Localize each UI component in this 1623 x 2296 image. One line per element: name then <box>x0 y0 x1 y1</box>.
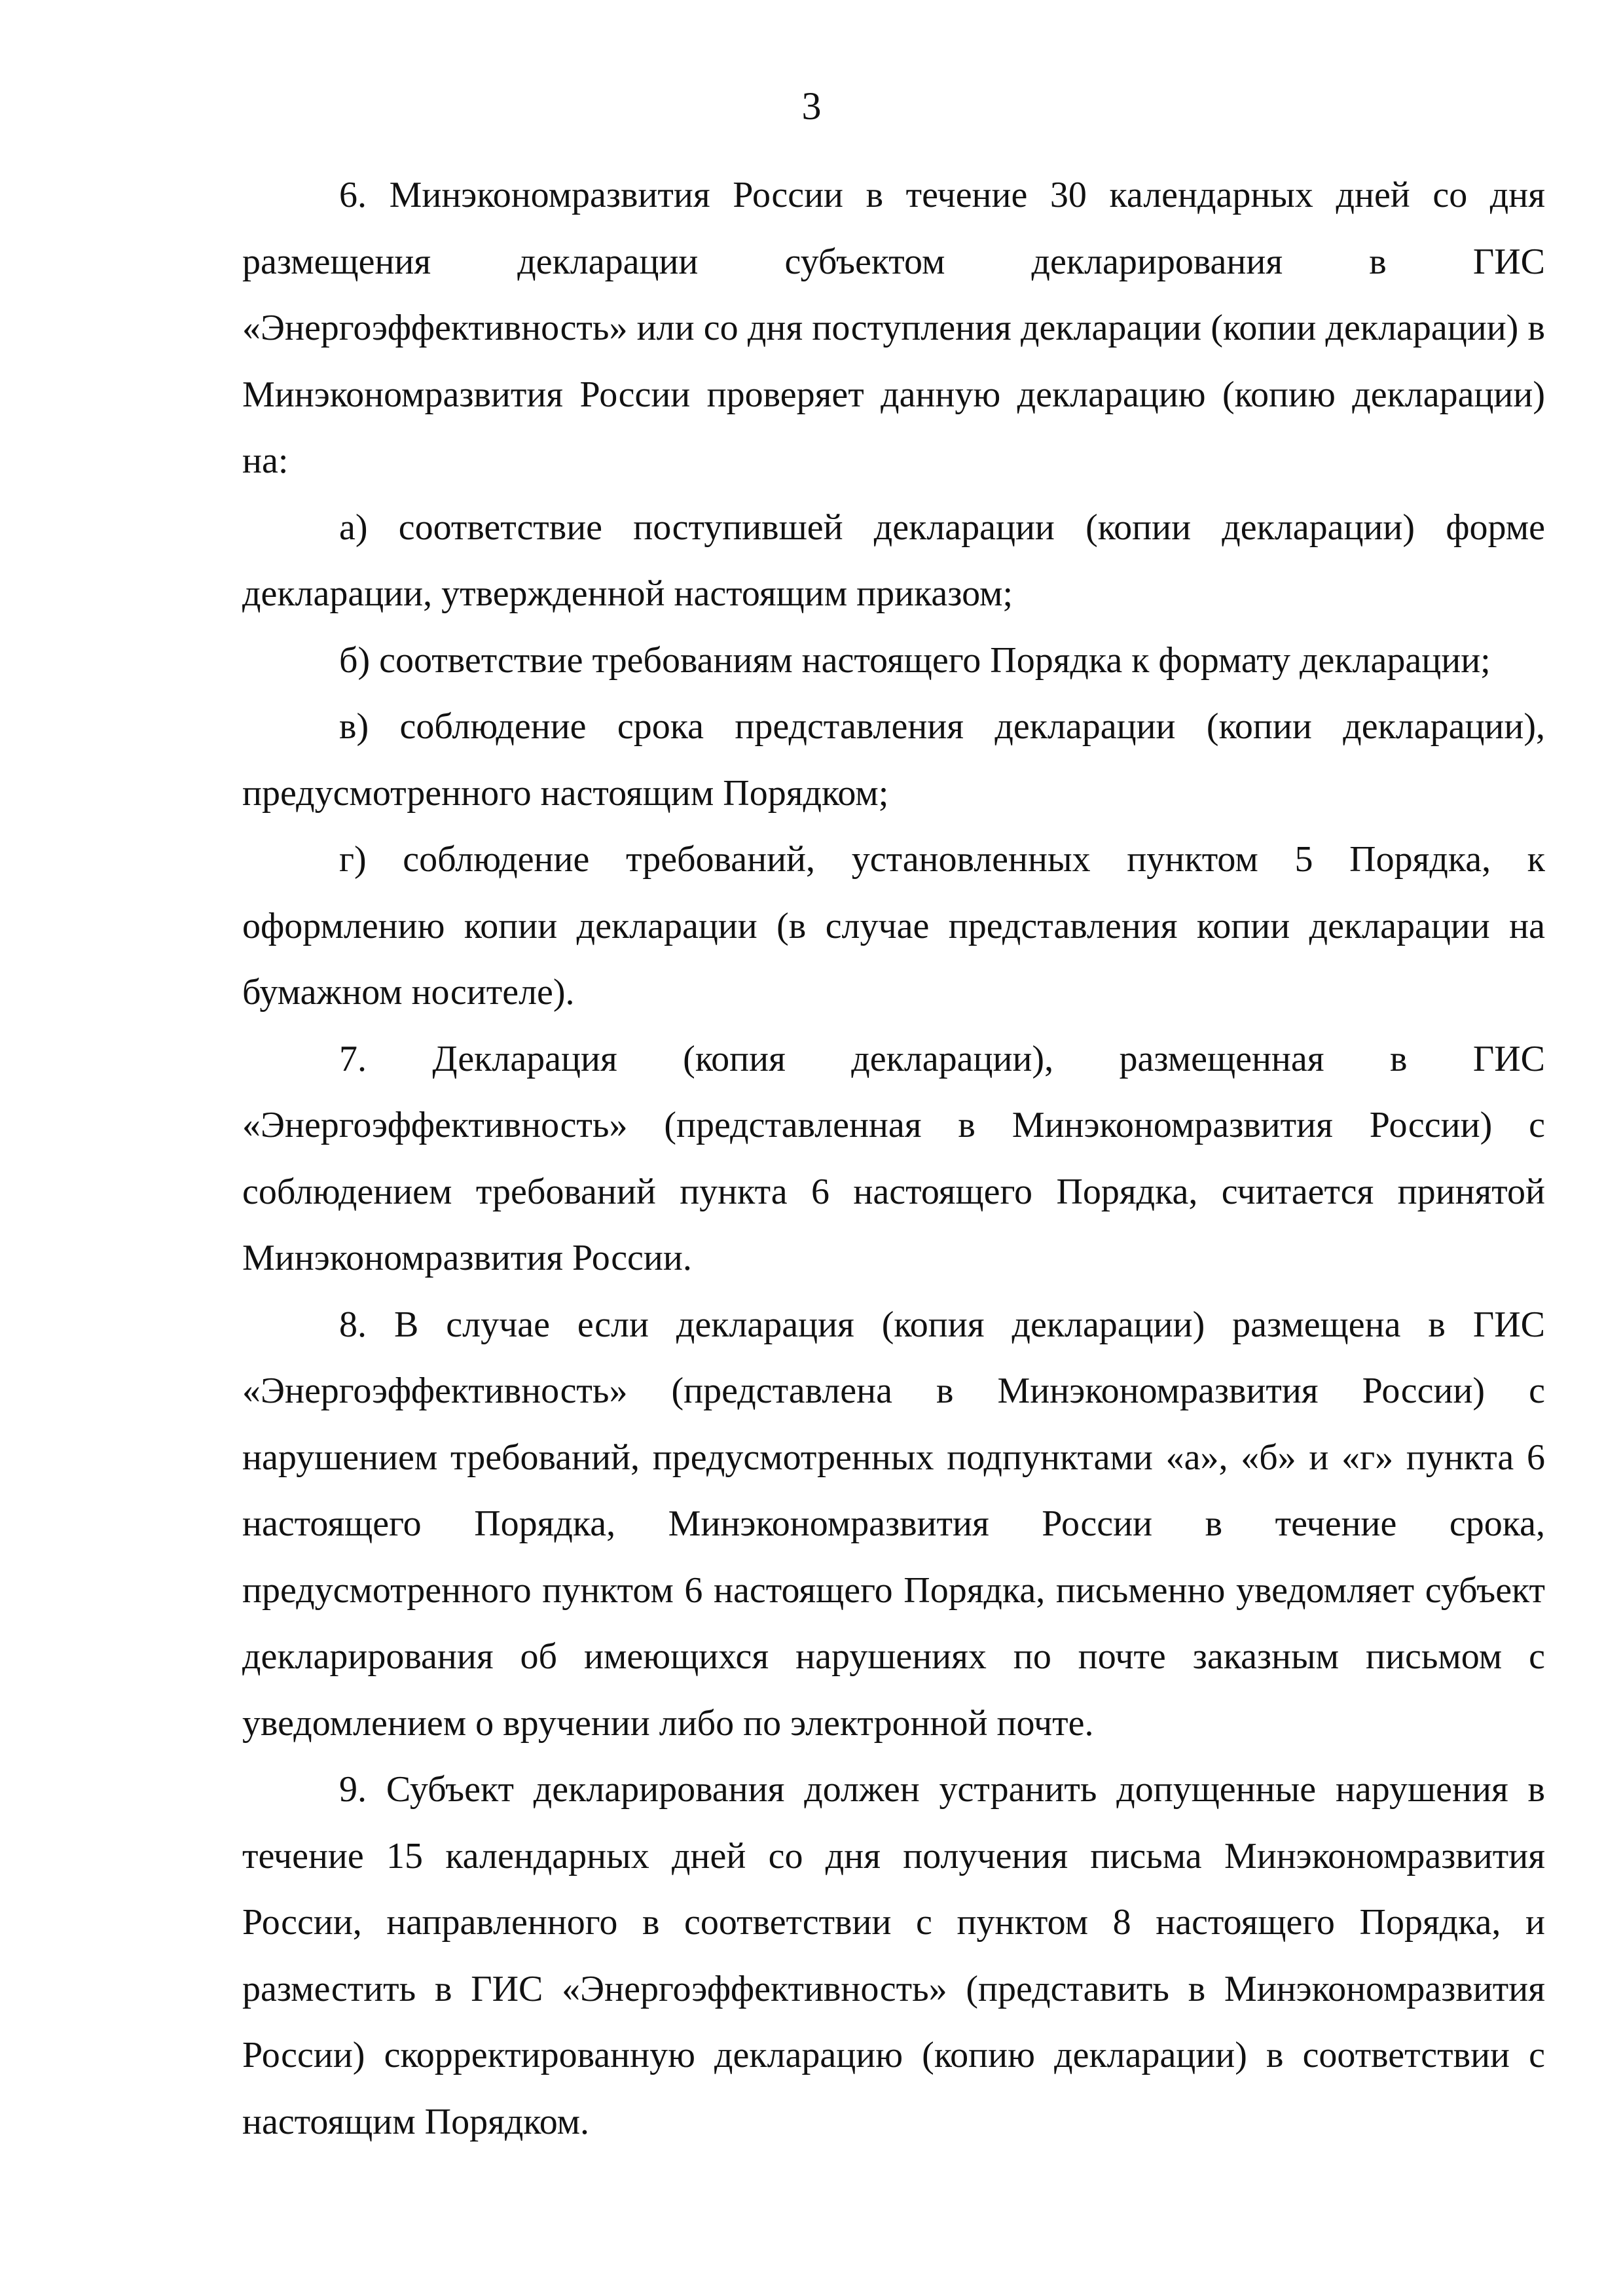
paragraph-8: 8. В случае если декларация (копия декларации) размещена в ГИС «Энергоэффективность» (представлена в Минэкономразвития России) с нарушением требований, предусмотренных подпунктами «а», «б» и «г» пункта 6 настоящего Порядка, Минэкономразвития России в течение срока, предусмотренного пунктом 6 настоящего Порядка, письменно уведомляет субъект декларирования об имеющихся нарушениях по почте заказным письмом с уведомлением о вручении либо по электронной почте. <box>242 1304 1545 1744</box>
page-number: 3 <box>801 84 822 128</box>
subparagraph-b: б) соответствие требованиям настоящего Порядка к формату декларации; <box>339 639 1491 681</box>
subparagraph-a: а) соответствие поступившей декларации (копии декларации) форме декларации, утвержденной настоящим приказом; <box>242 507 1545 614</box>
document-body <box>242 162 1545 2155</box>
paragraph-6: 6. Минэкономразвития России в течение 30 календарных дней со дня размещения декларации субъектом декларирования в ГИС «Энергоэффективность» или со дня поступления декларации (копии декларации) в Минэкономразвития России проверяет данную декларацию (копию декларации) на: <box>242 175 1545 481</box>
paragraph-7: 7. Декларация (копия декларации), размещенная в ГИС «Энергоэффективность» (представленная в Минэкономразвития России) с соблюдением требований пункта 6 настоящего Порядка, считается принятой Минэкономразвития России. <box>242 1038 1545 1278</box>
paragraph-9: 9. Субъект декларирования должен устранить допущенные нарушения в течение 15 календарных дней со дня получения письма Минэкономразвития России, направленного в соответствии с пунктом 8 настоящего Порядка, и разместить в ГИС «Энергоэффективность» (представить в Минэкономразвития России) скорректированную декларацию (копию декларации) в соответствии с настоящим Порядком. <box>242 1769 1545 2142</box>
subparagraph-g: г) соблюдение требований, установленных пунктом 5 Порядка, к оформлению копии декларации (в случае представления копии декларации на бумажном носителе). <box>242 839 1545 1013</box>
subparagraph-v: в) соблюдение срока представления декларации (копии декларации), предусмотренного настоящим Порядком; <box>242 706 1545 814</box>
